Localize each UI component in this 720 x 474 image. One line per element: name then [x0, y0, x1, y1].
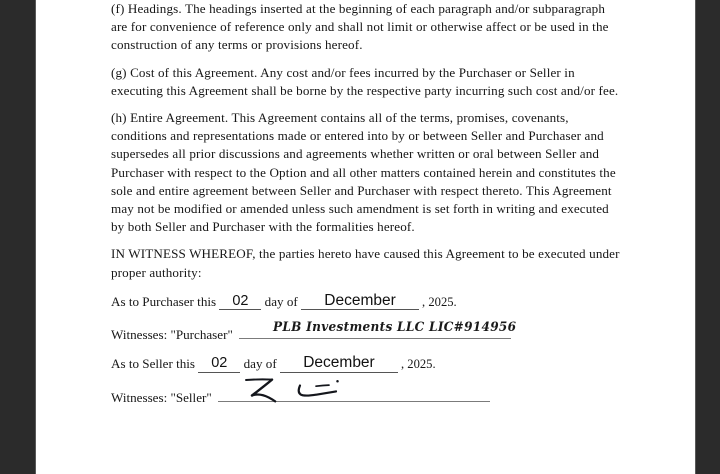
purchaser-date-line	[111, 293, 623, 312]
document-page	[36, 0, 695, 474]
seller-date-middle: day of	[243, 356, 277, 372]
seller-day-field[interactable]: 02	[198, 356, 240, 373]
paragraph-f-headings: (f) Headings. The headings inserted at the beginning of each paragraph and/or subparagraph are for convenience of reference only and shall not limit or otherwise affect or be used in the construction of any terms or provisions hereof.	[111, 1, 609, 53]
purchaser-date-prefix: As to Purchaser this	[111, 293, 217, 309]
seller-month-field[interactable]: December	[280, 355, 398, 373]
purchaser-date-middle: day of	[264, 293, 298, 309]
seller-signature-field[interactable]	[218, 383, 490, 402]
seller-date-prefix: As to Seller this	[111, 356, 196, 372]
page-content-area	[111, 0, 623, 474]
purchaser-month-field[interactable]: December	[301, 293, 419, 311]
seller-date-line	[111, 355, 623, 374]
purchaser-day-field[interactable]: 02	[219, 294, 261, 311]
purchaser-handwritten-signature: PLB Investments LLC LIC#914956	[272, 319, 517, 335]
purchaser-witness-label: Witnesses: "Purchaser"	[111, 327, 233, 343]
seller-witness-label: Witnesses: "Seller"	[111, 389, 212, 405]
purchaser-signature-field[interactable]	[239, 319, 517, 339]
ink-signature-icon	[240, 376, 390, 404]
paragraph-h-entire-agreement: (h) Entire Agreement. This Agreement contains all of the terms, promises, covenants, conditions and representations made or entered into by or between Seller and Purchaser and supersedes all prior discussions and agreements whether written or oral between Seller and Purchaser with respect to the Option and all other matters contained herein and constitutes the sole and entire agreement between Seller and Purchaser with respect thereto. This Agreement may not be modified or amended unless such amendment is set forth in writing and executed by both Seller and Purchaser with the formalities hereof.	[111, 110, 616, 235]
purchaser-witness-line	[111, 320, 623, 344]
seller-year-suffix: , 2025.	[400, 357, 436, 372]
witness-clause: IN WITNESS WHEREOF, the parties hereto have caused this Agreement to be executed under proper authority:	[111, 246, 620, 280]
paragraph-g-cost: (g) Cost of this Agreement. Any cost and/or fees incurred by the Purchaser or Seller in executing this Agreement shall be borne by the respective party incurring such cost and/or fee.	[111, 64, 619, 98]
seller-witness-line	[111, 383, 623, 407]
signature-block	[111, 293, 623, 407]
purchaser-year-suffix: , 2025.	[422, 294, 457, 309]
